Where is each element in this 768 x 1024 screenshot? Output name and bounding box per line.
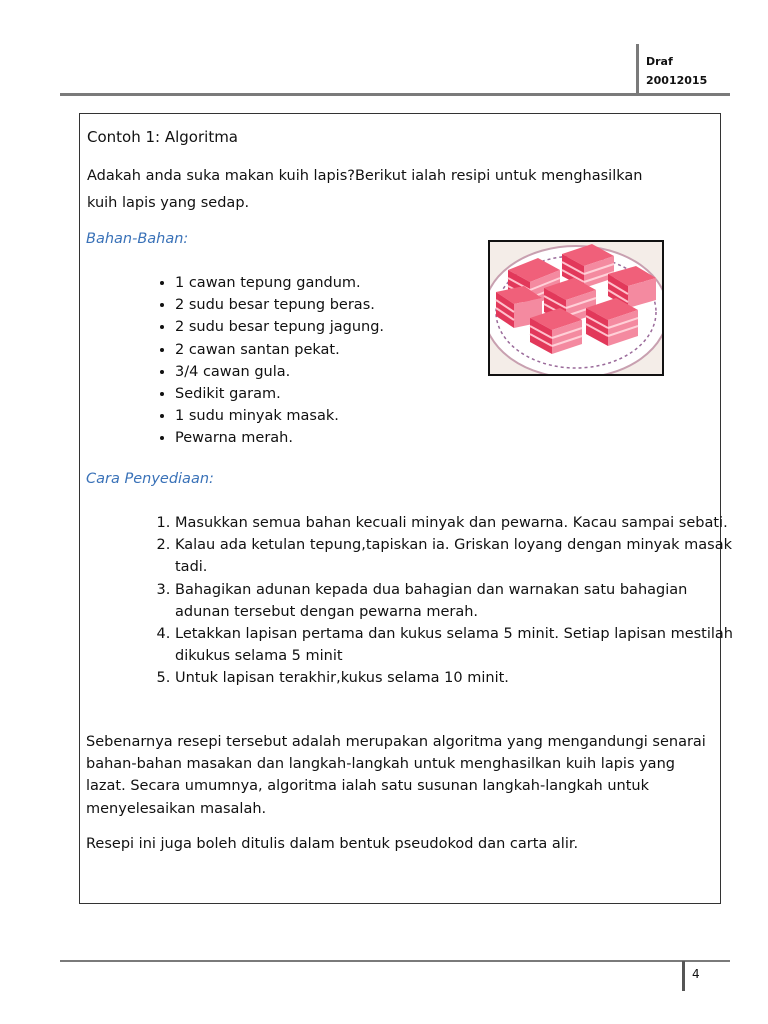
ingredient-item: • 2 cawan santan pekat. [175,339,384,361]
footer-divider-vertical [682,961,685,991]
page-number: 4 [692,967,700,981]
example-title: Contoh 1: Algoritma [87,128,239,146]
ingredient-item: • 2 sudu besar tepung jagung. [175,316,384,338]
closing-paragraph: Resepi ini juga boleh ditulis dalam bentuk pseudokod dan carta alir. [86,836,579,852]
ingredient-item: • Pewarna merah. [175,427,384,449]
footer-rule [60,960,730,962]
method-step: 5. Untuk lapisan terakhir,kukus selama 10 minit. [175,667,745,689]
ingredient-item: • 1 sudu minyak masak. [175,405,384,427]
header-rule [60,93,730,96]
ingredient-item: • 3/4 cawan gula. [175,361,384,383]
intro-text: Adakah anda suka makan kuih lapis?Berikut ialah resipi untuk menghasilkan kuih lapis yang sedap. [87,168,643,211]
method-step: 1. Masukkan semua bahan kecuali minyak dan pewarna. Kacau sampai sebati. [175,512,745,534]
header-draft-label [646,52,707,90]
header-draft-word: Draf [646,55,673,68]
method-step: 4. Letakkan lapisan pertama dan kukus selama 5 minit. Setiap lapisan mestilah dikukus selama 5 minit [175,623,745,667]
ingredient-item: • Sedikit garam. [175,383,384,405]
method-steps-list [150,512,745,690]
ingredient-item: • 2 sudu besar tepung beras. [175,294,384,316]
kuih-lapis-photo [488,240,664,376]
method-step: 3. Bahagikan adunan kepada dua bahagian dan warnakan satu bahagian adunan tersebut dengan pewarna merah. [175,579,745,623]
ingredients-list [150,272,384,450]
method-heading: Cara Penyediaan: [86,471,214,487]
header-divider-vertical [636,44,639,94]
ingredient-item: • 1 cawan tepung gandum. [175,272,384,294]
method-step: 2. Kalau ada ketulan tepung,tapiskan ia. Griskan loyang dengan minyak masak tadi. [175,534,745,578]
explanation-paragraph: Sebenarnya resepi tersebut adalah merupakan algoritma yang mengandungi senarai bahan-bahan masakan dan langkah-langkah untuk menghasilkan kuih lapis yang lazat. Secara umumnya, algoritma ialah satu susunan langkah-langkah untuk menyelesaikan masalah. [86,734,706,817]
ingredients-heading: Bahan-Bahan: [86,231,189,247]
header-draft-date: 20012015 [646,74,708,87]
